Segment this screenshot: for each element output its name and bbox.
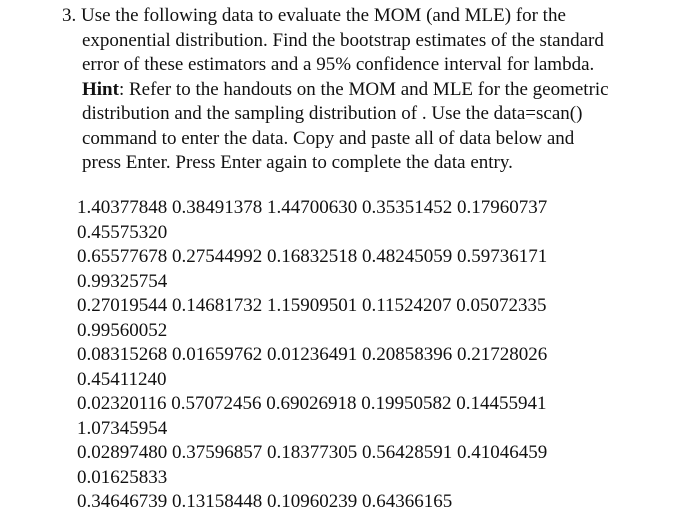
- hint-line-1: [62, 78, 682, 103]
- data-line: 0.65577678 0.27544992 0.16832518 0.48245059 0.59736171: [77, 246, 548, 267]
- hint-label: Hint: [82, 78, 119, 100]
- data-line: 0.34646739 0.13158448 0.10960239 0.64366165: [77, 491, 453, 512]
- data-line: 0.27019544 0.14681732 1.15909501 0.11524207 0.05072335: [77, 295, 547, 316]
- problem-text: Use the following data to evaluate the MOM (and MLE) for the: [81, 5, 566, 26]
- problem-line-1: [62, 4, 682, 29]
- problem-line-3: error of these estimators and a 95% confidence interval for lambda.: [82, 54, 595, 75]
- data-line: 0.99560052: [77, 319, 168, 341]
- problem-number: 3.: [62, 5, 77, 26]
- data-values: [77, 196, 687, 515]
- hint-line-3: command to enter the data. Copy and paste all of data below and: [82, 127, 575, 149]
- problem-line-2: exponential distribution. Find the bootstrap estimates of the standard: [82, 29, 604, 51]
- data-line: 1.07345954: [77, 417, 168, 439]
- data-line: 0.45575320: [77, 221, 168, 243]
- data-line: 1.40377848 0.38491378 1.44700630 0.35351452 0.17960737: [77, 197, 548, 218]
- hint-line-2: distribution and the sampling distribution of . Use the data=scan(): [82, 103, 583, 124]
- data-line: 0.02320116 0.57072456 0.69026918 0.19950582 0.14455941: [77, 393, 547, 414]
- data-line: 0.02897480 0.37596857 0.18377305 0.56428591 0.41046459: [77, 442, 548, 463]
- data-line: 0.01625833: [77, 466, 168, 488]
- hint-line-4: press Enter. Press Enter again to complete the data entry.: [82, 152, 513, 173]
- data-line: 0.99325754: [77, 270, 168, 292]
- data-line: 0.08315268 0.01659762 0.01236491 0.20858396 0.21728026: [77, 344, 548, 365]
- data-line: 0.45411240: [77, 368, 167, 390]
- problem-statement: [62, 4, 682, 176]
- hint-text: : Refer to the handouts on the MOM and MLE for the geometric: [118, 78, 609, 100]
